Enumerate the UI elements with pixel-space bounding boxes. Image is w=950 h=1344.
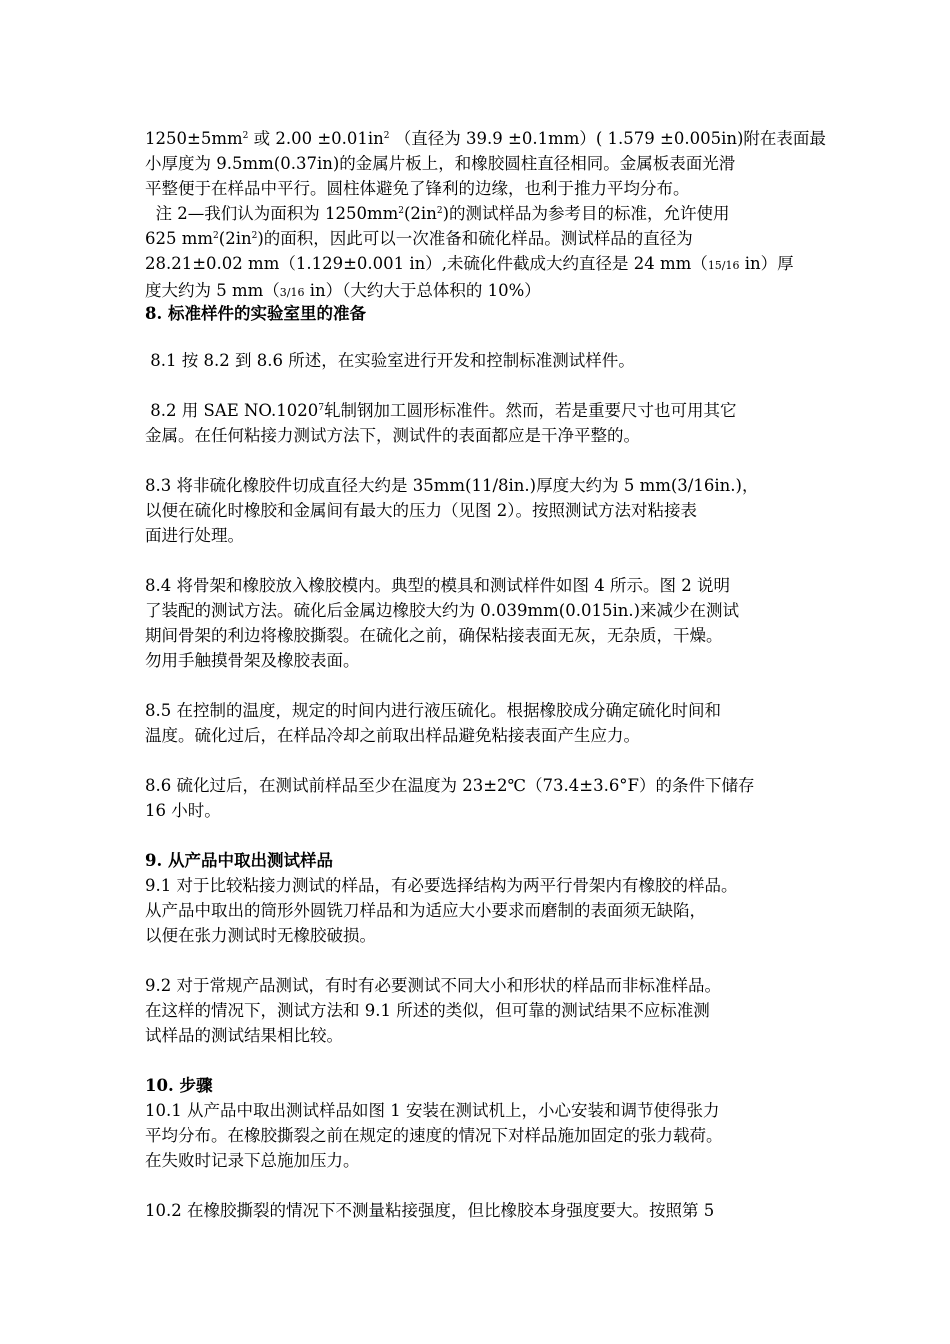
text-line: 8.6 硫化过后，在测试前样品至少在温度为 23±2℃（73.4±3.6°F）的条件下储存 <box>145 776 755 795</box>
text-line: 试样品的测试结果相比较。 <box>145 1026 343 1045</box>
text-line: 在失败时记录下总施加压力。 <box>145 1151 360 1170</box>
text-line: 8.4 将骨架和橡胶放入橡胶模内。典型的模具和测试样件如图 4 所示。图 2 说明 <box>145 576 730 595</box>
paragraph-8-2 <box>145 398 825 448</box>
section-9-heading: 9. 从产品中取出测试样品 <box>145 851 333 870</box>
text-line: 金属。在任何粘接力测试方法下，测试件的表面都应是干净平整的。 <box>145 426 640 445</box>
text-line: 8.5 在控制的温度，规定的时间内进行液压硫化。根据橡胶成分确定硫化时间和 <box>145 701 721 720</box>
text-line: 以便在硫化时橡胶和金属间有最大的压力（见图 2）。按照测试方法对粘接表 <box>145 501 697 520</box>
text-line: 8.3 将非硫化橡胶件切成直径大约是 35mm(11/8in.)厚度大约为 5 mm(3/16in.)， <box>145 476 759 495</box>
text-line: 28.21±0.02 mm（1.129±0.001 in）,未硫化件截成大约直径是 24 mm（15/16 in）厚 <box>145 254 794 273</box>
text-line: 10.1 从产品中取出测试样品如图 1 安装在测试机上，小心安装和调节使得张力 <box>145 1101 720 1120</box>
text-line: 625 $mm^2(2in^2)$的面积，因此可以一次准备和硫化样品。测试样品的直径为 <box>145 229 693 248</box>
text-line: 10.2 在橡胶撕裂的情况下不测量粘接强度，但比橡胶本身强度要大。按照第 5 <box>145 1201 715 1220</box>
intro-paragraph <box>145 126 825 201</box>
text-line: 勿用手触摸骨架及橡胶表面。 <box>145 651 360 670</box>
section-10-heading: 10. 步骤 <box>145 1076 213 1095</box>
paragraph-10-2 <box>145 1198 825 1223</box>
text-line: 面进行处理。 <box>145 526 244 545</box>
text-line: 期间骨架的利边将橡胶撕裂。在硫化之前，确保粘接表面无灰，无杂质，干燥。 <box>145 626 723 645</box>
text-line: 小厚度为 9.5mm(0.37in)的金属片板上，和橡胶圆柱直径相同。金属板表面光滑 <box>145 154 736 173</box>
paragraph-9-1 <box>145 873 825 948</box>
text-line: 8.1 按 8.2 到 8.6 所述，在实验室进行开发和控制标准测试样件。 <box>145 351 635 370</box>
paragraph-8-3 <box>145 473 825 548</box>
text-line: 从产品中取出的筒形外圆铣刀样品和为适应大小要求而磨制的表面须无缺陷， <box>145 901 706 920</box>
text-line: 以便在张力测试时无橡胶破损。 <box>145 926 376 945</box>
text-line: 9.1 对于比较粘接力测试的样品，有必要选择结构为两平行骨架内有橡胶的样品。 <box>145 876 738 895</box>
note-2-paragraph <box>145 201 825 305</box>
paragraph-8-5 <box>145 698 825 748</box>
paragraph-8-4 <box>145 573 825 673</box>
text-line: 注 2—我们认为面积为 $1250mm^2(2in^2)$的测试样品为参考目的标准，允许使用 <box>145 204 730 223</box>
text-line: 温度。硫化过后，在样品冷却之前取出样品避免粘接表面产生应力。 <box>145 726 640 745</box>
text-line: 在这样的情况下，测试方法和 9.1 所述的类似，但可靠的测试结果不应标准测 <box>145 1001 710 1020</box>
text-line: 平均分布。在橡胶撕裂之前在规定的速度的情况下对样品施加固定的张力载荷。 <box>145 1126 723 1145</box>
text-line: 9.2 对于常规产品测试，有时有必要测试不同大小和形状的样品而非标准样品。 <box>145 976 721 995</box>
section-8-heading: 8. 标准样件的实验室里的准备 <box>145 304 366 323</box>
text-line: 平整便于在样品中平行。圆柱体避免了锋利的边缘，也利于推力平均分布。 <box>145 179 690 198</box>
text-line: 了装配的测试方法。硫化后金属边橡胶大约为 0.039mm(0.015in.)来减少在测试 <box>145 601 740 620</box>
paragraph-10-1 <box>145 1098 825 1173</box>
paragraph-9-2 <box>145 973 825 1048</box>
text-line: 度大约为 5 mm（3/16 in）（大约大于总体积的 10%） <box>145 281 541 300</box>
text-line: $1250\pm 5mm^2$ 或 $2.00 \pm 0.01in^2$ （直径为 39.9 ±0.1mm）( 1.579 ±0.005in)附在表面最 <box>145 129 826 148</box>
paragraph-8-1 <box>145 348 825 373</box>
text-line: 8.2 用 SAE NO.1020$^7$轧制钢加工圆形标准件。然而，若是重要尺寸也可用其它 <box>145 401 737 420</box>
paragraph-8-6 <box>145 773 825 823</box>
text-line: 16 小时。 <box>145 801 221 820</box>
